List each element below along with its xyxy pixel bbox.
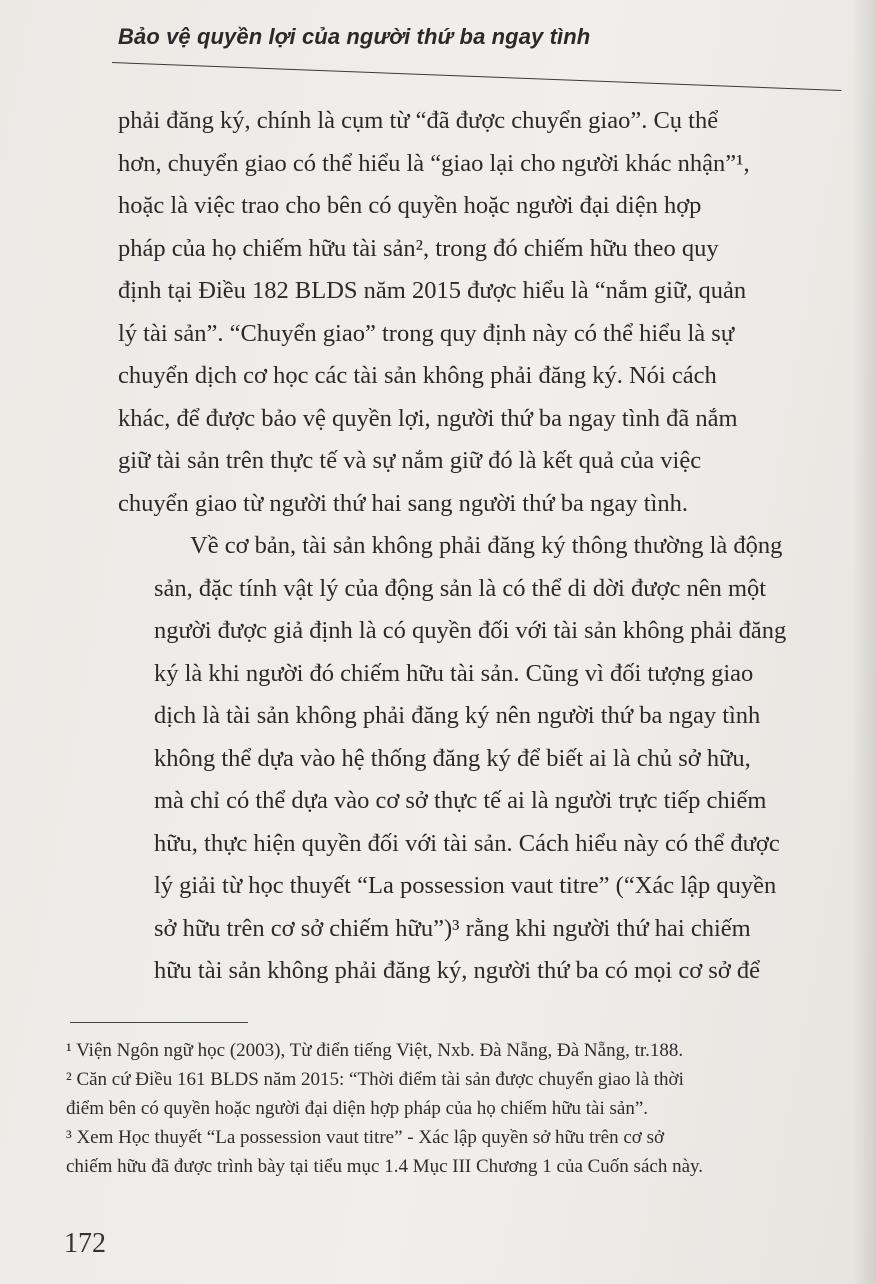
text-line: dịch là tài sản không phải đăng ký nên người thứ ba ngay tình bbox=[154, 702, 761, 729]
text-line: hoặc là việc trao cho bên có quyền hoặc người đại diện hợp bbox=[118, 192, 702, 219]
text-line: người được giả định là có quyền đối với tài sản không phải đăng bbox=[154, 617, 787, 644]
text-line: khác, để được bảo vệ quyền lợi, người thứ ba ngay tình đã nắm bbox=[118, 404, 738, 432]
text-line: Về cơ bản, tài sản không phải đăng ký thông thường là động bbox=[190, 532, 783, 559]
footnote-2-continued: điểm bên có quyền hoặc người đại diện hợp pháp của họ chiếm hữu tài sản”. bbox=[66, 1098, 649, 1119]
running-head: Bảo vệ quyền lợi của người thứ ba ngay tình bbox=[118, 24, 591, 49]
text-line: chuyển dịch cơ học các tài sản không phải đăng ký. Nói cách bbox=[118, 362, 717, 389]
paragraph-2 bbox=[118, 525, 853, 993]
text-line: lý tài sản”. “Chuyển giao” trong quy định này có thể hiểu là sự bbox=[118, 319, 735, 347]
header-rule bbox=[112, 62, 842, 91]
text-line: không thể dựa vào hệ thống đăng ký để biết ai là chủ sở hữu, bbox=[154, 744, 751, 772]
footnote-3: ³ Xem Học thuyết “La possession vaut titre” - Xác lập quyền sở hữu trên cơ sở bbox=[66, 1127, 665, 1148]
text-line: hữu, thực hiện quyền đối với tài sản. Cách hiểu này có thể được bbox=[154, 829, 780, 857]
text-line: sản, đặc tính vật lý của động sản là có thể di dời được nên một bbox=[154, 574, 767, 602]
page-number: 172 bbox=[64, 1228, 106, 1259]
footnote-2: ² Căn cứ Điều 161 BLDS năm 2015: “Thời điểm tài sản được chuyển giao là thời bbox=[66, 1069, 684, 1090]
footnote-1: ¹ Viện Ngôn ngữ học (2003), Từ điển tiếng Việt, Nxb. Đà Nẵng, Đà Nẵng, tr.188. bbox=[66, 1040, 684, 1061]
text-line: sở hữu trên cơ sở chiếm hữu”)³ rằng khi người thứ hai chiếm bbox=[154, 914, 751, 942]
body-text bbox=[118, 100, 853, 993]
footnotes bbox=[66, 1036, 856, 1181]
text-line: hữu tài sản không phải đăng ký, người thứ ba có mọi cơ sở để bbox=[154, 957, 761, 984]
footnote-rule bbox=[70, 1022, 248, 1023]
footnote-3-continued: chiếm hữu đã được trình bày tại tiểu mục 1.4 Mục III Chương 1 của Cuốn sách này. bbox=[66, 1156, 704, 1177]
text-line: ký là khi người đó chiếm hữu tài sản. Cũng vì đối tượng giao bbox=[154, 659, 754, 687]
text-line: phải đăng ký, chính là cụm từ “đã được chuyển giao”. Cụ thể bbox=[118, 107, 719, 134]
paragraph-1 bbox=[118, 100, 853, 525]
text-line: mà chỉ có thể dựa vào cơ sở thực tế ai là người trực tiếp chiếm bbox=[154, 787, 767, 814]
text-line: lý giải từ học thuyết “La possession vaut titre” (“Xác lập quyền bbox=[154, 872, 777, 899]
text-line: pháp của họ chiếm hữu tài sản², trong đó chiếm hữu theo quy bbox=[118, 234, 719, 262]
text-line: hơn, chuyển giao có thể hiểu là “giao lại cho người khác nhận”¹, bbox=[118, 149, 750, 177]
text-line: chuyển giao từ người thứ hai sang người thứ ba ngay tình. bbox=[118, 489, 688, 517]
page-edge-shadow bbox=[852, 0, 876, 1284]
text-line: giữ tài sản trên thực tế và sự nắm giữ đó là kết quả của việc bbox=[118, 447, 702, 474]
text-line: định tại Điều 182 BLDS năm 2015 được hiểu là “nắm giữ, quản bbox=[118, 277, 747, 304]
